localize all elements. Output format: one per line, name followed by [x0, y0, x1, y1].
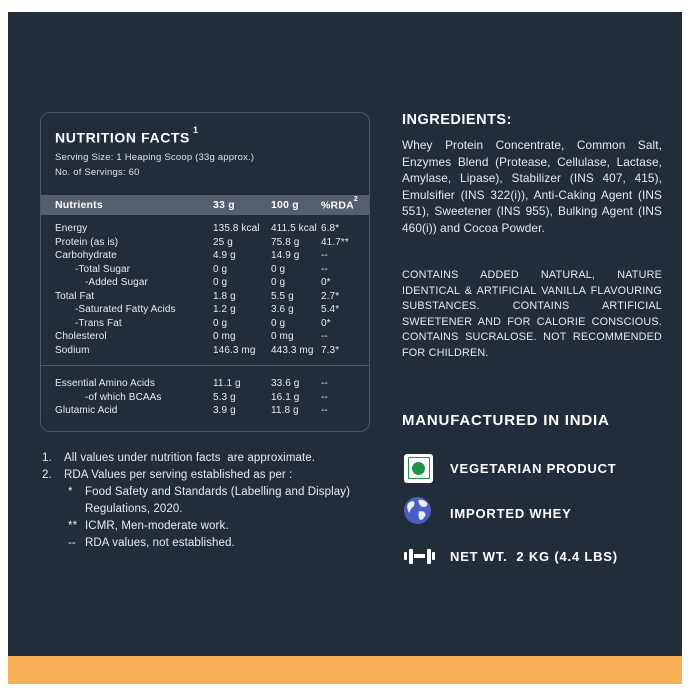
nutrition-row [41, 404, 369, 418]
value-per-33g: 1.8 g [213, 290, 236, 302]
nutrition-row [41, 377, 369, 391]
footnote-item [68, 484, 402, 518]
nutrition-row [41, 236, 369, 250]
label-panel [8, 12, 682, 656]
nutrient-name: -Total Sugar [75, 263, 131, 275]
nutrition-row [41, 317, 369, 331]
value-per-33g: 3.9 g [213, 405, 236, 417]
nutrition-table-rows [41, 222, 369, 357]
value-rda: 7.3* [321, 344, 340, 356]
footnote-text: RDA Values per serving established as per : [64, 469, 293, 481]
value-per-100g: 0 g [271, 277, 286, 289]
dumbbell-icon [404, 549, 435, 564]
value-per-33g: 0 g [213, 317, 228, 329]
nutrition-row [41, 276, 369, 290]
footnote-ref-1: 1 [193, 125, 199, 135]
footnote-marker: 2. [42, 469, 52, 481]
value-per-33g: 25 g [213, 236, 233, 248]
nutrition-facts-title-text: NUTRITION FACTS [55, 129, 190, 146]
value-per-33g: 146.3 mg [213, 344, 256, 356]
servings-count-text: No. of Servings: 60 [55, 166, 140, 178]
value-rda: -- [321, 378, 328, 390]
column-header-100g: 100 g [271, 198, 299, 211]
footnote-marker: * [68, 486, 73, 498]
footnote-item [42, 467, 402, 484]
imported-whey-badge-label: IMPORTED WHEY [450, 505, 572, 521]
nutrition-row [41, 263, 369, 277]
footnotes-list [42, 450, 402, 552]
value-per-33g: 0 mg [213, 331, 236, 343]
footnote-text: ICMR, Men-moderate work. [85, 520, 229, 532]
value-per-33g: 4.9 g [213, 250, 236, 262]
value-per-100g: 0 mg [271, 331, 294, 343]
vegetarian-badge-label: VEGETARIAN PRODUCT [450, 460, 617, 476]
nutrient-name: -Trans Fat [75, 317, 122, 329]
nutrition-row [41, 344, 369, 358]
nutrient-name: -Saturated Fatty Acids [75, 304, 176, 316]
nutrition-row [41, 290, 369, 304]
allergen-notice: CONTAINS ADDED NATURAL, NATURE IDENTICAL & ARTIFICIAL VANILLA FLAVOURING SUBSTANCES. CONTAINS ARTIFICIAL SWEETENER AND FOR CALORIE CONSCIOUS. CONTAINS SUCRALOSE. NOT RECOMMENDED FOR CHILDREN. [402, 269, 662, 359]
footnote-text: All values under nutrition facts are approximate. [64, 452, 316, 464]
value-rda: 0* [321, 317, 331, 329]
column-header-rda [321, 195, 358, 212]
value-per-33g: 5.3 g [213, 391, 236, 403]
nutrient-name: Carbohydrate [55, 250, 117, 262]
value-per-33g: 1.2 g [213, 304, 236, 316]
manufactured-heading: MANUFACTURED IN INDIA [402, 412, 610, 429]
value-per-100g: 0 g [271, 317, 286, 329]
value-per-100g: 411.5 kcal [271, 223, 317, 235]
nutrition-facts-title [55, 125, 355, 146]
globe-icon [404, 497, 431, 529]
right-column [402, 112, 662, 571]
value-per-33g: 0 g [213, 263, 228, 275]
nutrition-row [41, 222, 369, 236]
value-per-33g: 11.1 g [213, 378, 241, 390]
rda-label: %RDA [321, 199, 354, 212]
footnote-text: Food Safety and Standards (Labelling and Display) Regulations, 2020. [85, 486, 354, 515]
nutrient-name: -of which BCAAs [85, 391, 162, 403]
value-rda: -- [321, 263, 328, 275]
value-rda: 0* [321, 277, 331, 289]
nutrient-name: Sodium [55, 344, 90, 356]
footnote-marker: -- [68, 537, 76, 549]
vegetarian-mark-icon [404, 454, 433, 483]
nutrition-facts-box [40, 112, 370, 432]
footnote-item [42, 450, 402, 467]
nutrition-row [41, 330, 369, 344]
nutrient-name: -Added Sugar [85, 277, 148, 289]
value-rda: -- [321, 405, 328, 417]
footnote-ref-2: 2 [353, 195, 358, 203]
footnote-marker: ** [68, 520, 78, 532]
nutrient-name: Energy [55, 223, 88, 235]
footnote-item [68, 535, 402, 552]
value-per-100g: 443.3 mg [271, 344, 314, 356]
nutrition-amino-rows [41, 365, 369, 418]
value-per-100g: 14.9 g [271, 250, 300, 262]
column-header-nutrients: Nutrients [55, 198, 103, 211]
net-weight-badge-label: NET WT. 2 KG (4.4 LBS) [450, 548, 618, 564]
value-per-100g: 16.1 g [271, 391, 300, 403]
ingredients-text: Whey Protein Concentrate, Common Salt, Enzymes Blend (Protease, Cellulase, Lactase, Amylase, Lipase), Stabilizer (INS 407, 415), Emulsifier (INS 322(i)), Anti-Caking Agent (INS 551), Sweetener (INS 955), Bulking Agent (INS 460(i)) and Cocoa Powder. [402, 138, 662, 235]
nutrient-name: Glutamic Acid [55, 405, 118, 417]
nutrition-row [41, 391, 369, 405]
nutrient-name: Total Fat [55, 290, 95, 302]
nutrient-name: Cholesterol [55, 331, 107, 343]
serving-size-text: Serving Size: 1 Heaping Scoop (33g approx.) [55, 151, 255, 163]
footnote-marker: 1. [42, 452, 52, 464]
value-rda: 5.4* [321, 304, 340, 316]
footnote-text: RDA values, not established. [85, 537, 235, 549]
value-per-33g: 0 g [213, 277, 228, 289]
value-per-100g: 5.5 g [271, 290, 294, 302]
value-rda: -- [321, 331, 328, 343]
accent-strip [8, 656, 682, 684]
value-rda: 2.7* [321, 290, 340, 302]
nutrition-row [41, 249, 369, 263]
value-per-100g: 3.6 g [271, 304, 294, 316]
value-per-33g: 135.8 kcal [213, 223, 260, 235]
footnote-item [68, 518, 402, 535]
value-per-100g: 0 g [271, 263, 286, 275]
ingredients-heading: INGREDIENTS: [402, 112, 512, 128]
value-rda: -- [321, 250, 328, 262]
imported-whey-badge [402, 498, 662, 528]
nutrition-table-header [41, 195, 369, 216]
value-rda: 41.7** [321, 236, 349, 248]
net-weight-badge [402, 541, 662, 571]
value-per-100g: 75.8 g [271, 236, 300, 248]
vegetarian-badge [402, 453, 662, 483]
value-per-100g: 33.6 g [271, 378, 300, 390]
nutrient-name: Protein (as is) [55, 236, 119, 248]
value-rda: -- [321, 391, 328, 403]
nutrient-name: Essential Amino Acids [55, 378, 155, 390]
column-header-33g: 33 g [213, 198, 235, 211]
value-per-100g: 11.8 g [271, 405, 299, 417]
nutrition-row [41, 303, 369, 317]
value-rda: 6.8* [321, 223, 340, 235]
